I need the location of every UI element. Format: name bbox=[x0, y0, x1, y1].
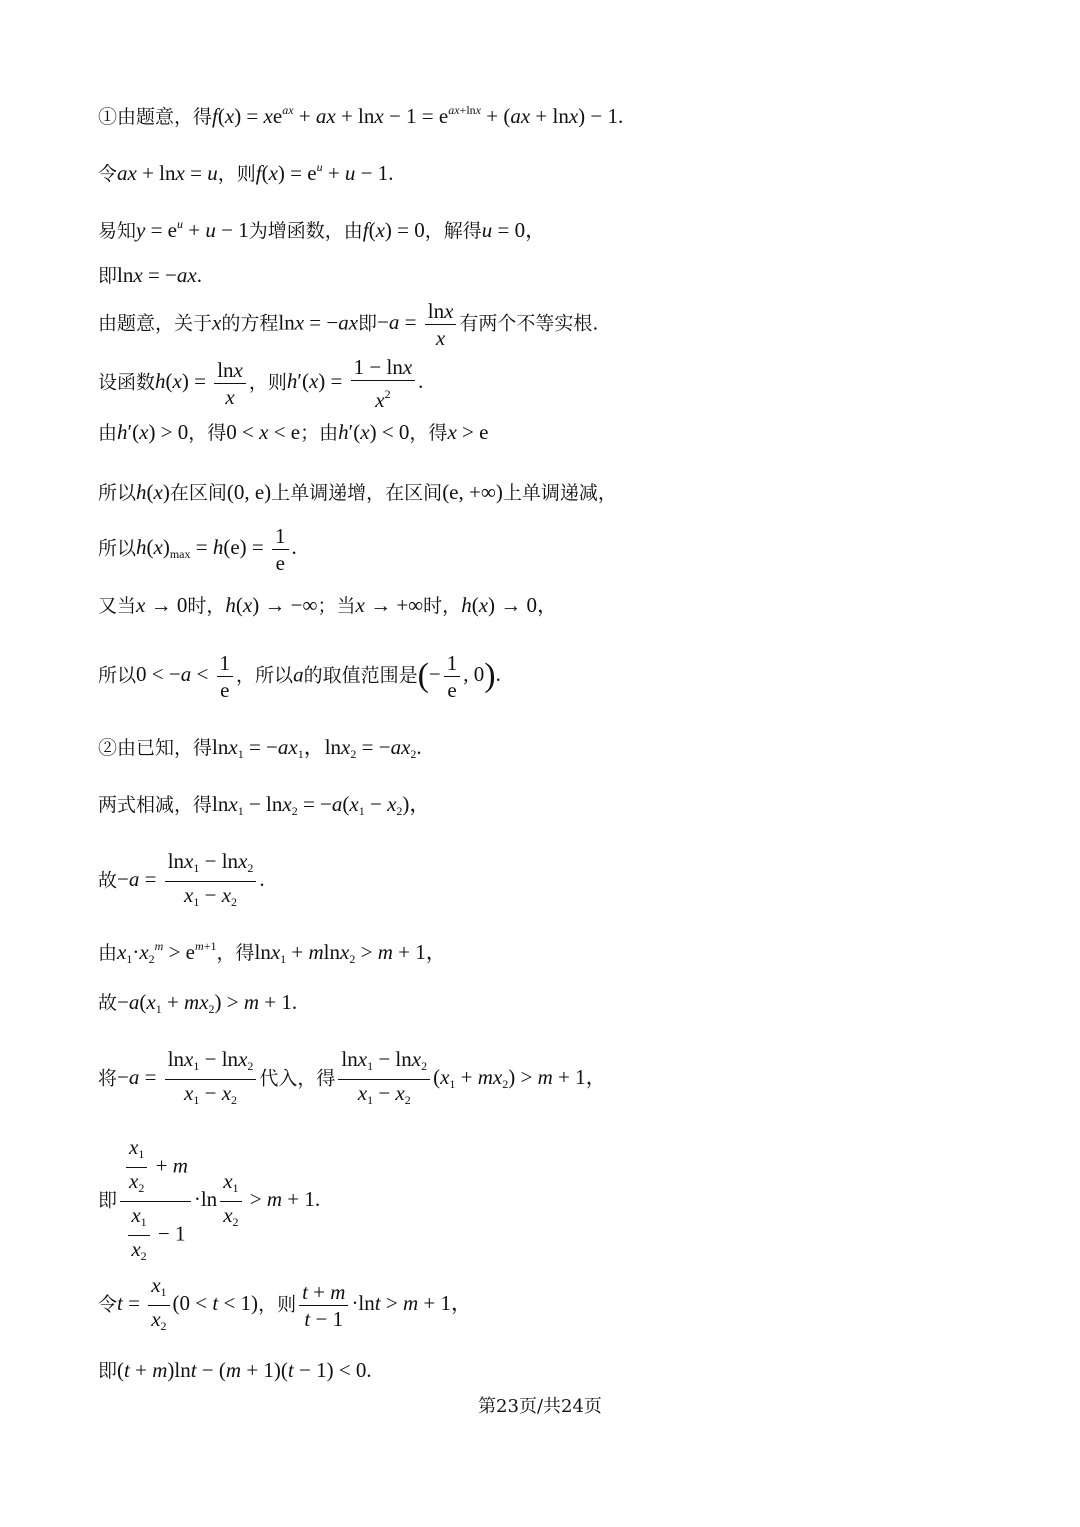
fraction: $\frac{x_1}{x_2}$ bbox=[220, 1168, 241, 1235]
line-17 bbox=[98, 1046, 607, 1113]
text-lead: 易知 bbox=[98, 220, 137, 242]
formula: −a = $\frac{\ln x_1 - \ln x_2}{x_1 - x_2}$ bbox=[117, 1065, 259, 1089]
text-lead: 所以 bbox=[98, 664, 137, 687]
text-mid: ；由 bbox=[300, 422, 339, 444]
formula: (− $\frac{1}{e}$ , 0). bbox=[417, 651, 501, 702]
line-13 bbox=[98, 790, 430, 825]
text-lead: 所以 bbox=[98, 537, 137, 560]
text-lead: 令 bbox=[98, 163, 118, 185]
text-mid: ；当 bbox=[317, 595, 356, 617]
fraction: $\frac{\ln x_1 - \ln x_2}{x_1 - x_2}$ bbox=[165, 848, 257, 915]
text-lead: 故 bbox=[98, 869, 118, 892]
formula: lnx = −ax. bbox=[117, 263, 202, 287]
text-lead: 将 bbox=[98, 1067, 118, 1090]
text-lead: 由 bbox=[98, 422, 118, 444]
formula: (t + m)lnt − (m + 1)(t − 1) < 0. bbox=[117, 1358, 372, 1382]
formula: a bbox=[293, 662, 304, 687]
formula: $f(x) = xe^{ax}$ + ax + $\ln x - 1 = e^{ax+lnx} + (ax + \ln x) - 1$. bbox=[212, 103, 624, 128]
text-lead: 所以 bbox=[98, 482, 137, 504]
formula: $\ln x_1 - \ln x_2 = -a(x_1 - x_2)$， bbox=[212, 792, 431, 818]
formula: x bbox=[212, 310, 222, 335]
line-20 bbox=[98, 1356, 372, 1385]
formula: $-a(x_1 + mx_2) > m + 1$. bbox=[117, 990, 298, 1016]
text-mid: 上单调递增，在区间 bbox=[271, 482, 443, 504]
line-14 bbox=[98, 848, 265, 915]
line-2 bbox=[98, 153, 394, 188]
formula: $x_1\cdot x_2^m > e^{m+1}$ bbox=[117, 939, 217, 966]
formula: lnx = −ax bbox=[278, 310, 359, 335]
fraction: $\frac{1 - \ln x}{x^2}$ bbox=[351, 354, 416, 413]
text-lead: 两式相减，得 bbox=[98, 794, 213, 816]
formula: $y = e^u + u - 1$ bbox=[136, 217, 249, 242]
formula: −a = $\frac{\ln x_1 - \ln x_2}{x_1 - x_2}$ . bbox=[117, 867, 265, 891]
line-3 bbox=[98, 210, 546, 245]
text-tail: 上单调递减， bbox=[502, 482, 617, 504]
formula: lnx$_1$ + mlnx$_2$ > m + 1， bbox=[254, 940, 447, 966]
line-8 bbox=[98, 478, 617, 507]
text-mid: ，得 bbox=[409, 422, 448, 444]
formula: x → +∞ bbox=[355, 593, 424, 617]
text-mid: ，得 bbox=[188, 422, 227, 444]
line-11 bbox=[98, 650, 501, 703]
formula: u = 0， bbox=[481, 218, 547, 242]
line-10 bbox=[98, 591, 558, 620]
text-mid: ，得 bbox=[216, 942, 255, 964]
fraction: $\frac{1}{e}$ bbox=[272, 523, 289, 576]
line-7 bbox=[98, 418, 488, 447]
text-lead: 设函数 bbox=[98, 371, 156, 394]
formula: −a = $\frac{\ln x}{x}$ bbox=[377, 310, 459, 334]
fraction: $\frac{1}{e}$ bbox=[444, 650, 461, 703]
text-lead: 由 bbox=[98, 942, 118, 964]
line-19 bbox=[98, 1272, 472, 1339]
line-15 bbox=[98, 932, 447, 973]
text-mid: 在区间 bbox=[169, 482, 227, 504]
formula: (e, +∞) bbox=[442, 480, 503, 504]
line-1 bbox=[98, 96, 623, 131]
line-6 bbox=[98, 354, 423, 413]
text-mid: ，则 bbox=[217, 163, 256, 185]
formula: $\frac{t + m}{t - 1}$ ·lnt > m + 1， bbox=[296, 1291, 472, 1315]
formula: h′(x) < 0 bbox=[338, 420, 410, 444]
formula: h(x) → −∞ bbox=[225, 593, 318, 617]
text-mid: 代入，得 bbox=[259, 1067, 336, 1090]
fraction: $\frac{\ln x_1 - \ln x_2}{x_1 - x_2}$ bbox=[165, 1046, 257, 1113]
fraction: $\frac{\ln x}{x}$ bbox=[425, 298, 457, 351]
fraction: $\frac{x_1}{x_2}$ + m $\frac{x_1}{x_2}$ − 1 bbox=[120, 1134, 191, 1269]
formula: $h(x)_{max} = h(e)$ = $\frac{1}{e}$ . bbox=[136, 524, 297, 575]
text-lead: 由题意，关于 bbox=[98, 312, 213, 335]
formula: t = $\frac{x_1}{x_2}$ (0 < t < 1) bbox=[117, 1291, 258, 1315]
line-12 bbox=[98, 733, 422, 768]
fraction: $\frac{x_1}{x_2}$ bbox=[148, 1272, 169, 1339]
formula: h(x) bbox=[136, 480, 170, 504]
text-lead: 令 bbox=[98, 1293, 118, 1316]
text-tail: 有两个不等实根. bbox=[459, 312, 599, 335]
fraction: $\frac{1}{e}$ bbox=[217, 650, 234, 703]
formula: 0 < −a < $\frac{1}{e}$ bbox=[136, 662, 236, 686]
text-mid: ，则 bbox=[248, 371, 287, 394]
formula: $\ln x_1 = -ax_1$，$\ln x_2 = -ax_2$. bbox=[212, 735, 422, 761]
formula: (0, e) bbox=[226, 480, 272, 504]
line-4 bbox=[98, 261, 202, 290]
formula: x > e bbox=[447, 420, 489, 444]
text-mid: 即 bbox=[358, 312, 378, 335]
fraction: $\frac{t + m}{t - 1}$ bbox=[299, 1279, 348, 1332]
page-footer: 第23页/共24页 bbox=[478, 1396, 602, 1417]
formula: $\frac{\ln x_1 - \ln x_2}{x_1 - x_2}$ $(x_1 + mx_2) > m + 1$， bbox=[335, 1065, 606, 1089]
text-lead: 故 bbox=[98, 992, 118, 1014]
text-mid: ，解得 bbox=[424, 220, 482, 242]
formula: $f(x) = e^u + u - 1$. bbox=[255, 160, 394, 185]
text-mid: ，所以 bbox=[236, 664, 294, 687]
line-9 bbox=[98, 523, 297, 576]
text-lead: ②由已知，得 bbox=[98, 737, 213, 759]
formula: x → 0 bbox=[136, 593, 188, 617]
text-mid: 为增函数，由 bbox=[248, 220, 363, 242]
line-18 bbox=[98, 1134, 320, 1269]
formula: 0 < x < e bbox=[226, 420, 301, 444]
line-5 bbox=[98, 298, 598, 351]
formula: h′(x) > 0 bbox=[117, 420, 189, 444]
text-lead: ①由题意，得 bbox=[98, 106, 213, 128]
text-mid: 时， bbox=[187, 595, 226, 617]
text-mid: 时， bbox=[423, 595, 462, 617]
text-mid: ，则 bbox=[258, 1293, 297, 1316]
formula: h(x) = $\frac{\ln x}{x}$ bbox=[155, 369, 249, 393]
formula: h′(x) = $\frac{1 - \ln x}{x^2}$ . bbox=[286, 355, 424, 412]
text-mid: 的方程 bbox=[221, 312, 279, 335]
text-lead: 即 bbox=[98, 265, 118, 287]
formula: f(x) = 0 bbox=[362, 218, 425, 242]
formula: ax + lnx = u bbox=[117, 161, 218, 185]
fraction: $\frac{\ln x_1 - \ln x_2}{x_1 - x_2}$ bbox=[338, 1046, 430, 1113]
formula: h(x) → 0， bbox=[461, 593, 559, 617]
text-lead: 又当 bbox=[98, 595, 137, 617]
text-lead: 即 bbox=[98, 1189, 118, 1212]
text-lead: 即 bbox=[98, 1360, 118, 1382]
formula: $\frac{x_1}{x_2}$ + m $\frac{x_1}{x_2}$ − 1 ·ln $\frac{x_1}{x_2}$ > m + 1. bbox=[117, 1187, 320, 1211]
line-16 bbox=[98, 988, 297, 1023]
fraction: $\frac{\ln x}{x}$ bbox=[214, 357, 246, 410]
text-mid: 的取值范围是 bbox=[303, 664, 418, 687]
